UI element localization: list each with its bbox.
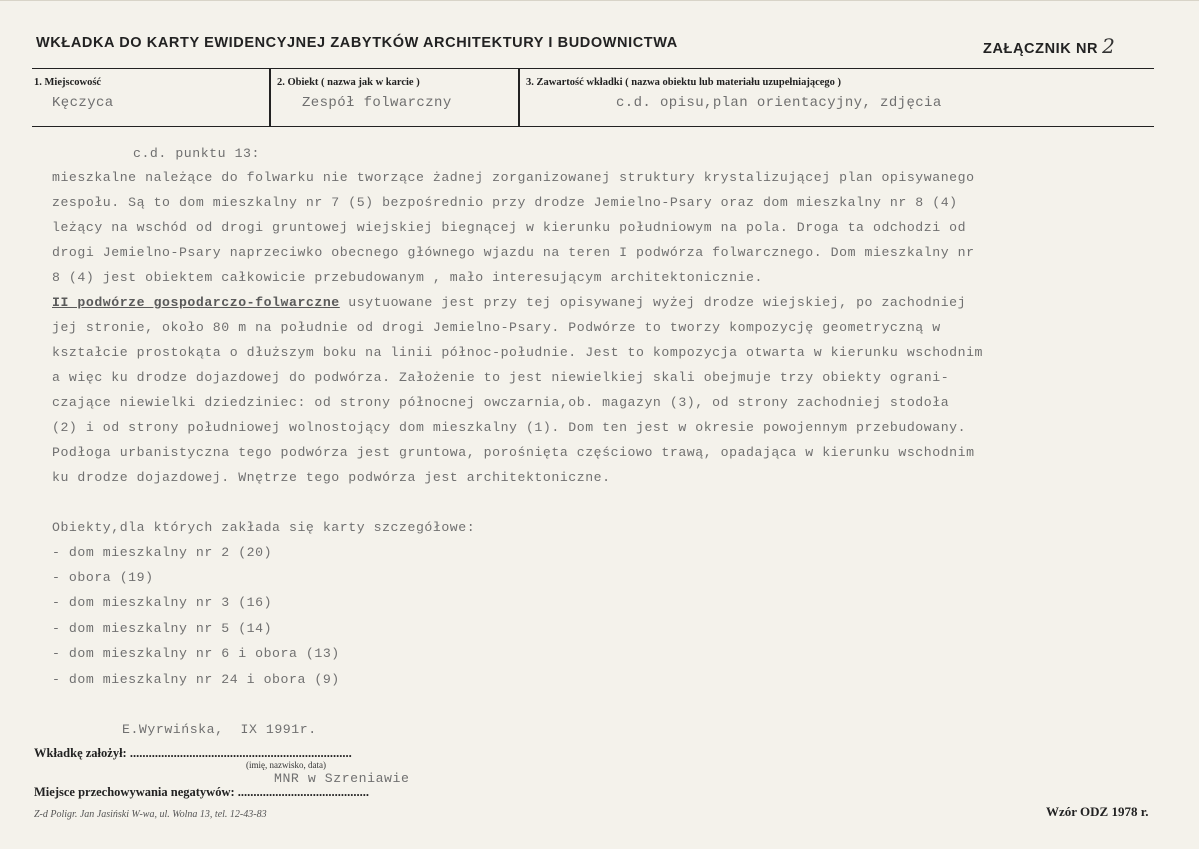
body-line: ku drodze dojazdowej. Wnętrze tego podwórza jest architektoniczne. [52,470,611,485]
content-label: 3. Zawartość wkładki ( nazwa obiektu lub materiału uzupełniającego ) [526,77,842,88]
list-item: - dom mieszkalny nr 24 i obora (9) [52,672,340,687]
attachment-label [983,34,1115,58]
continuation-note: c.d. punktu 13: [133,146,260,161]
body-line: zespołu. Są to dom mieszkalny nr 7 (5) bezpośrednio przy drodze Jemielno-Psary oraz dom mieszkalny nr 8 (4) [52,195,958,210]
body-line: czające niewielki dziedziniec: od strony północnej owczarnia,ob. magazyn (3), od strony zachodniej stodoła [52,395,950,410]
body-line: mieszkalne należące do folwarku nie tworzące żadnej zorganizowanej struktury krystalizującej plan opisywanego [52,170,975,185]
inserted-by-label: Wkładkę założył: ....................................................................... [34,746,352,760]
body-line: Podłoga urbanistyczna tego podwórza jest gruntowa, porośnięta częściowo trawą, opadająca w kierunku wschodnim [52,445,975,460]
list-item: - obora (19) [52,570,154,585]
field-divider [269,69,271,126]
list-heading: Obiekty,dla których zakłada się karty szczegółowe: [52,520,476,535]
field-divider [518,69,520,126]
form-title: WKŁADKA DO KARTY EWIDENCYJNEJ ZABYTKÓW ARCHITEKTURY I BUDOWNICTWA [36,35,678,51]
author-signature: E.Wyrwińska, IX 1991r. [122,722,317,737]
printer-imprint: Z-d Poligr. Jan Jasiński W-wa, ul. Wolna 13, tel. 12-43-83 [34,809,267,820]
section-heading-rest: usytuowane jest przy tej opisywanej wyżej drodze wiejskiej, po zachodniej [339,295,967,310]
body-line: jej stronie, około 80 m na południe od drogi Jemielno-Psary. Podwórze to tworzy kompozycję geometryczną w [52,320,941,335]
attachment-number: 2 [1102,34,1116,58]
section-heading: II podwórze gospodarczo-folwarczne [52,295,340,310]
content-value: c.d. opisu,plan orientacyjny, zdjęcia [616,95,942,111]
locality-value: Kęczyca [52,95,114,111]
body-line: 8 (4) jest obiektem całkowicie przebudowanym , mało interesującym architektonicznie. [52,270,763,285]
fields-box [32,68,1154,127]
list-item: - dom mieszkalny nr 2 (20) [52,545,273,560]
attachment-label-text: ZAŁĄCZNIK NR [983,41,1099,57]
list-item: - dom mieszkalny nr 5 (14) [52,621,273,636]
negatives-location: MNR w Szreniawie [274,771,410,786]
section-heading-line [52,295,966,310]
body-line: drogi Jemielno-Psary naprzeciwko obecnego głównego wjazdu na teren I podwórza folwarcznego. Dom mieszkalny nr [52,245,975,260]
body-line: (2) i od strony południowej wolnostojący dom mieszkalny (1). Dom ten jest w okresie powojennym przebudowany. [52,420,967,435]
object-label: 2. Obiekt ( nazwa jak w karcie ) [277,77,420,88]
body-line: leżący na wschód od drogi gruntowej wiejskiej biegnącej w kierunku południowym na pola. Droga ta odchodzi od [52,220,967,235]
locality-label: 1. Miejscowość [34,77,102,88]
negatives-label: Miejsce przechowywania negatywów: .......................................... [34,785,370,799]
list-item: - dom mieszkalny nr 6 i obora (13) [52,646,340,661]
inserted-by-hint: (imię, nazwisko, data) [246,760,326,770]
body-line: a więc ku drodze dojazdowej do podwórza. Założenie to jest niewielkiej skali obejmuje trzy obiekty ograni- [52,370,950,385]
body-line: kształcie prostokąta o dłuższym boku na linii północ-południe. Jest to kompozycja otwarta w kierunku wschodnim [52,345,984,360]
form-version: Wzór ODZ 1978 r. [1046,804,1149,819]
list-item: - dom mieszkalny nr 3 (16) [52,595,273,610]
object-value: Zespół folwarczny [302,95,452,111]
